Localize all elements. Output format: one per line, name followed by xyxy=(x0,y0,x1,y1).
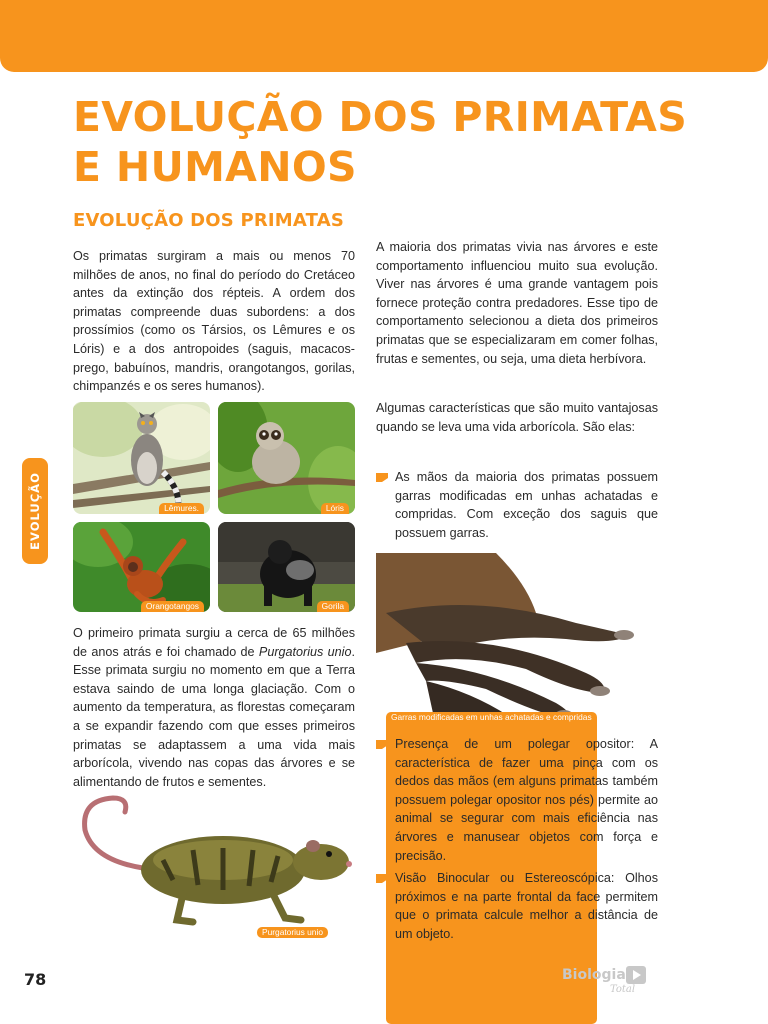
loris-illustration xyxy=(218,402,355,514)
bullet-item-2 xyxy=(376,735,658,865)
bullet-marker-icon xyxy=(376,473,388,482)
bullet-text-3: Visão Binocular ou Estereoscópica: Olhos próximos e na parte frontal da face permitem que o primata calcule melhor a distância de um objeto. xyxy=(395,871,658,941)
purgatorius-photo xyxy=(73,790,355,938)
right-paragraph-2: Algumas características que são muito vantajosas quando se leva uma vida arborícola. São elas: xyxy=(376,401,658,434)
lemur-photo xyxy=(73,402,210,514)
orangutan-caption: Orangotangos xyxy=(141,601,204,612)
hand-caption: Garras modificadas em unhas achatadas e compridas xyxy=(386,712,597,1024)
bullet-item-1 xyxy=(376,468,658,542)
page-number: 78 xyxy=(24,970,47,989)
page-title xyxy=(73,92,713,192)
orangutan-photo xyxy=(73,522,210,612)
gorilla-photo xyxy=(218,522,355,612)
bullet-text-2: Presença de um polegar opositor: A característica de fazer uma pinça com os dedos das mãos (em alguns primatas também possuem polegar opositor nos pés) permite ao animal se segurar com mais eficiência nas árvores e manusear objetos com força e precisão. xyxy=(395,737,658,863)
bullet-marker-icon xyxy=(376,874,388,883)
biologia-total-logo xyxy=(562,964,652,1000)
lemur-caption: Lêmures. xyxy=(159,503,204,514)
primate-hand-illustration xyxy=(376,553,658,727)
bullet-item-3 xyxy=(376,869,658,943)
play-icon xyxy=(626,966,646,984)
purgatorius-caption: Purgatorius unio xyxy=(257,927,328,938)
page-title-line1: EVOLUÇÃO DOS PRIMATAS xyxy=(73,93,688,141)
logo-text: Biologia xyxy=(562,967,626,983)
lemur-illustration xyxy=(73,402,210,514)
logo-subtext: Total xyxy=(610,984,636,995)
gorilla-caption: Gorila xyxy=(317,601,349,612)
section-subtitle: EVOLUÇÃO DOS PRIMATAS xyxy=(73,210,345,231)
primate-hand-photo xyxy=(376,553,658,727)
page-title-line2: E HUMANOS xyxy=(73,143,357,191)
orangutan-illustration xyxy=(73,522,210,612)
side-tab-evolucao xyxy=(22,458,48,564)
left-paragraph-2-end: . Esse primata surgiu no momento em que a Terra estava saindo de uma longa glaciação. Com o aumento da temperatura, as florestas começaram a se expandir fazendo com que esses primeiros primatas se adaptassem a uma vida mais arborícola, vivendo nas copas das árvores e se alimentando de frutos e sementes. xyxy=(73,644,355,789)
left-paragraph-2 xyxy=(73,624,355,791)
bullet-text-1: As mãos da maioria dos primatas possuem garras modificadas em unhas achatadas e compridas. Com exceção dos saguis que possuem garras. xyxy=(395,470,658,540)
left-paragraph-1: Os primatas surgiram a mais ou menos 70 milhões de anos, no final do período do Cretáceo antes da extinção dos répteis. A ordem dos primatas compreende duas subordens: a dos prossímios (como os Társios, os Lêmures e os Lóris) e a dos antropoides (saguis, macacos-prego, babuínos, mandris, orangotangos, gorilas, chimpanzés e os seres humanos). xyxy=(73,249,355,394)
purgatorius-name: Purgatorius unio xyxy=(258,644,352,659)
loris-photo xyxy=(218,402,355,514)
right-paragraph-1: A maioria dos primatas vivia nas árvores e este comportamento influenciou muito sua evolução. Viver nas árvores é uma grande vantagem pois fornece proteção contra predadores. Esse tipo de comportamento selecionou a dieta dos primeiros primatas que se especializaram em comer folhas, frutas e sementes, ou seja, uma dieta herbívora. xyxy=(376,240,658,366)
side-tab-label: EVOLUÇÃO xyxy=(28,472,42,550)
gorilla-illustration xyxy=(218,522,355,612)
bullet-marker-icon xyxy=(376,740,388,749)
top-orange-band xyxy=(0,0,768,72)
purgatorius-illustration xyxy=(73,790,355,938)
left-paragraph-2-start: O primeiro primata surgiu a cerca de 65 milhões de anos atrás e foi chamado de xyxy=(73,626,355,659)
loris-caption: Lóris xyxy=(321,503,349,514)
